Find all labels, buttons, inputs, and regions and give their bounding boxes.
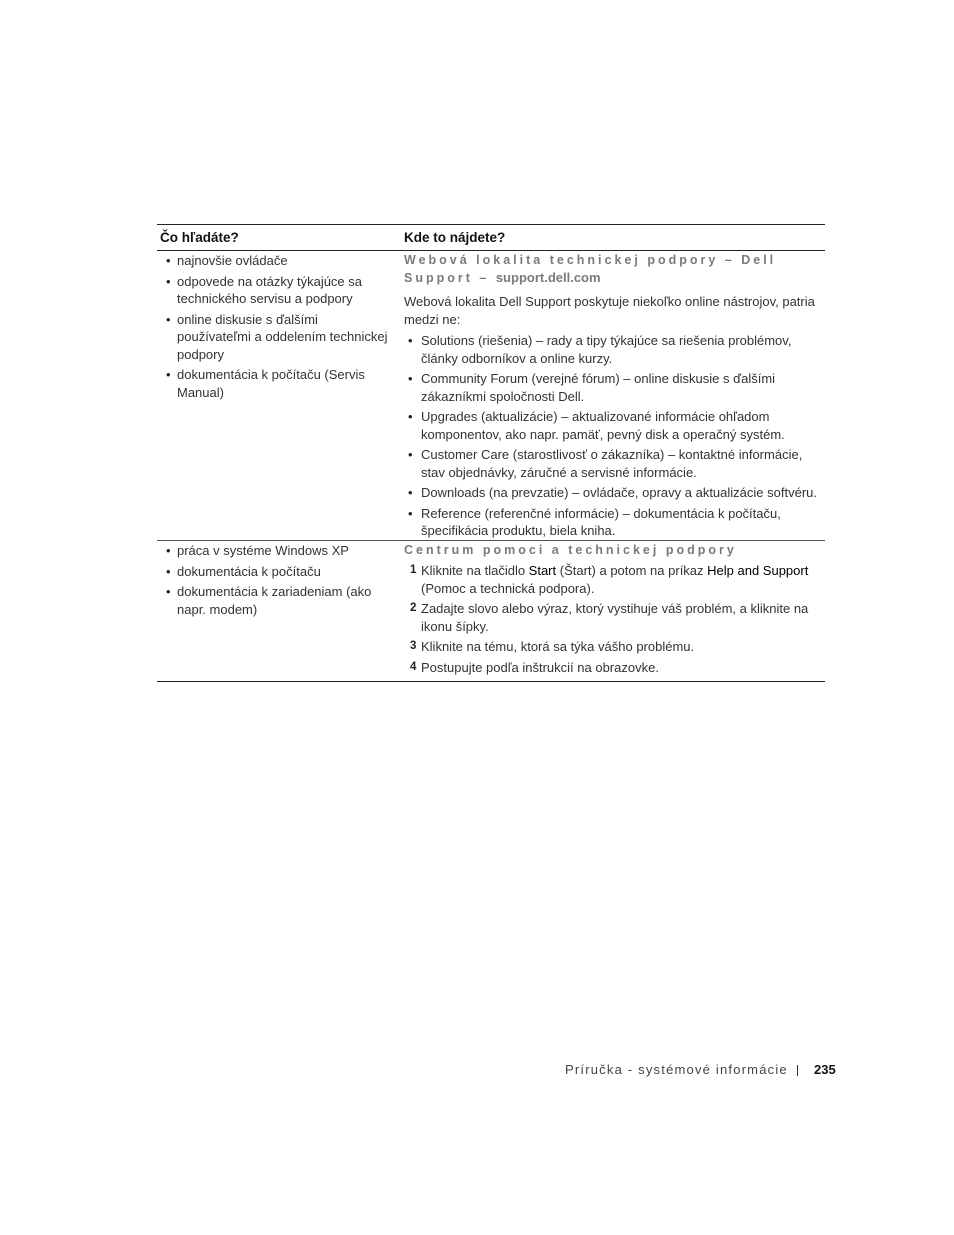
step-text: Postupujte podľa inštrukcií na obrazovke. xyxy=(421,659,659,675)
info-table xyxy=(157,224,825,682)
list-item: • Downloads (na prevzatie) – ovládače, opravy a aktualizácie softvéru. xyxy=(404,484,825,502)
ui-term-help-and-support: Help and Support xyxy=(707,563,809,578)
list-item: • Solutions (riešenia) – rady a tipy týkajúce sa riešenia problémov, články odborníkov a online kurzy. xyxy=(404,332,825,367)
list-item: • Reference (referenčné informácie) – dokumentácia k počítaču, špecifikácia produktu, biela kniha. xyxy=(404,505,825,540)
steps-list xyxy=(404,562,825,676)
step-text: Kliknite na tému, ktorá sa týka vášho problému. xyxy=(421,639,695,654)
section-title-text: Webová lokalita technickej podpory – Dell Support – xyxy=(404,253,777,285)
step-number: 3 xyxy=(410,640,417,652)
row2-left-list xyxy=(160,542,393,618)
section-title-help-center: Centrum pomoci a technickej podpory xyxy=(404,543,737,557)
step-item xyxy=(404,638,825,656)
step-text: (Pomoc a technická podpora). xyxy=(421,580,595,596)
list-item: • Customer Care (starostlivosť o zákazníka) – kontaktné informácie, stav objednávky, záručné a servisné informácie. xyxy=(404,446,825,481)
list-item: • práca v systéme Windows XP xyxy=(160,542,393,560)
table-row xyxy=(157,541,825,681)
step-text: Zadajte slovo alebo výraz, ktorý vystihuje váš problém, a kliknite na ikonu šípky. xyxy=(421,601,809,634)
table-header-row xyxy=(157,225,825,251)
header-where-to-find: Kde to nájdete? xyxy=(404,229,506,245)
step-number: 2 xyxy=(410,602,417,614)
step-text: Kliknite na tlačidlo xyxy=(421,563,529,578)
list-item: • dokumentácia k počítaču (Servis Manual) xyxy=(160,366,393,401)
step-item xyxy=(404,659,825,677)
step-item xyxy=(404,600,825,635)
page-number: 235 xyxy=(814,1062,836,1077)
header-what-looking-for: Čo hľadáte? xyxy=(160,229,239,245)
footer-separator xyxy=(797,1065,798,1076)
step-item xyxy=(404,562,825,597)
footer-title: Príručka - systémové informácie xyxy=(565,1062,788,1077)
support-url: support.dell.com xyxy=(495,270,601,285)
step-number: 1 xyxy=(410,564,417,576)
section-title-dell-support xyxy=(404,251,825,287)
row1-left-list xyxy=(160,252,393,401)
table-row xyxy=(157,251,825,541)
list-item: • najnovšie ovládače xyxy=(160,252,393,270)
step-text: (Štart) a potom na príkaz xyxy=(556,563,708,578)
list-item: • odpovede na otázky týkajúce sa technického servisu a podpory xyxy=(160,273,393,308)
list-item: • dokumentácia k počítaču xyxy=(160,563,393,581)
list-item: • Upgrades (aktualizácie) – aktualizované informácie ohľadom komponentov, ako napr. pamäť, pevný disk a operačný systém. xyxy=(404,408,825,443)
list-item: • Community Forum (verejné fórum) – online diskusie s ďalšími zákazníkmi spoločnosti Dell. xyxy=(404,370,825,405)
list-item: • dokumentácia k zariadeniam (ako napr. modem) xyxy=(160,583,393,618)
ui-term-start: Start xyxy=(528,563,557,578)
section-intro: Webová lokalita Dell Support poskytuje niekoľko online nástrojov, patria medzi ne: xyxy=(404,294,815,327)
list-item: • online diskusie s ďalšími používateľmi a oddelením technickej podpory xyxy=(160,311,393,364)
step-number: 4 xyxy=(410,660,417,673)
row1-right-list xyxy=(404,332,825,540)
page-footer xyxy=(565,1062,845,1080)
